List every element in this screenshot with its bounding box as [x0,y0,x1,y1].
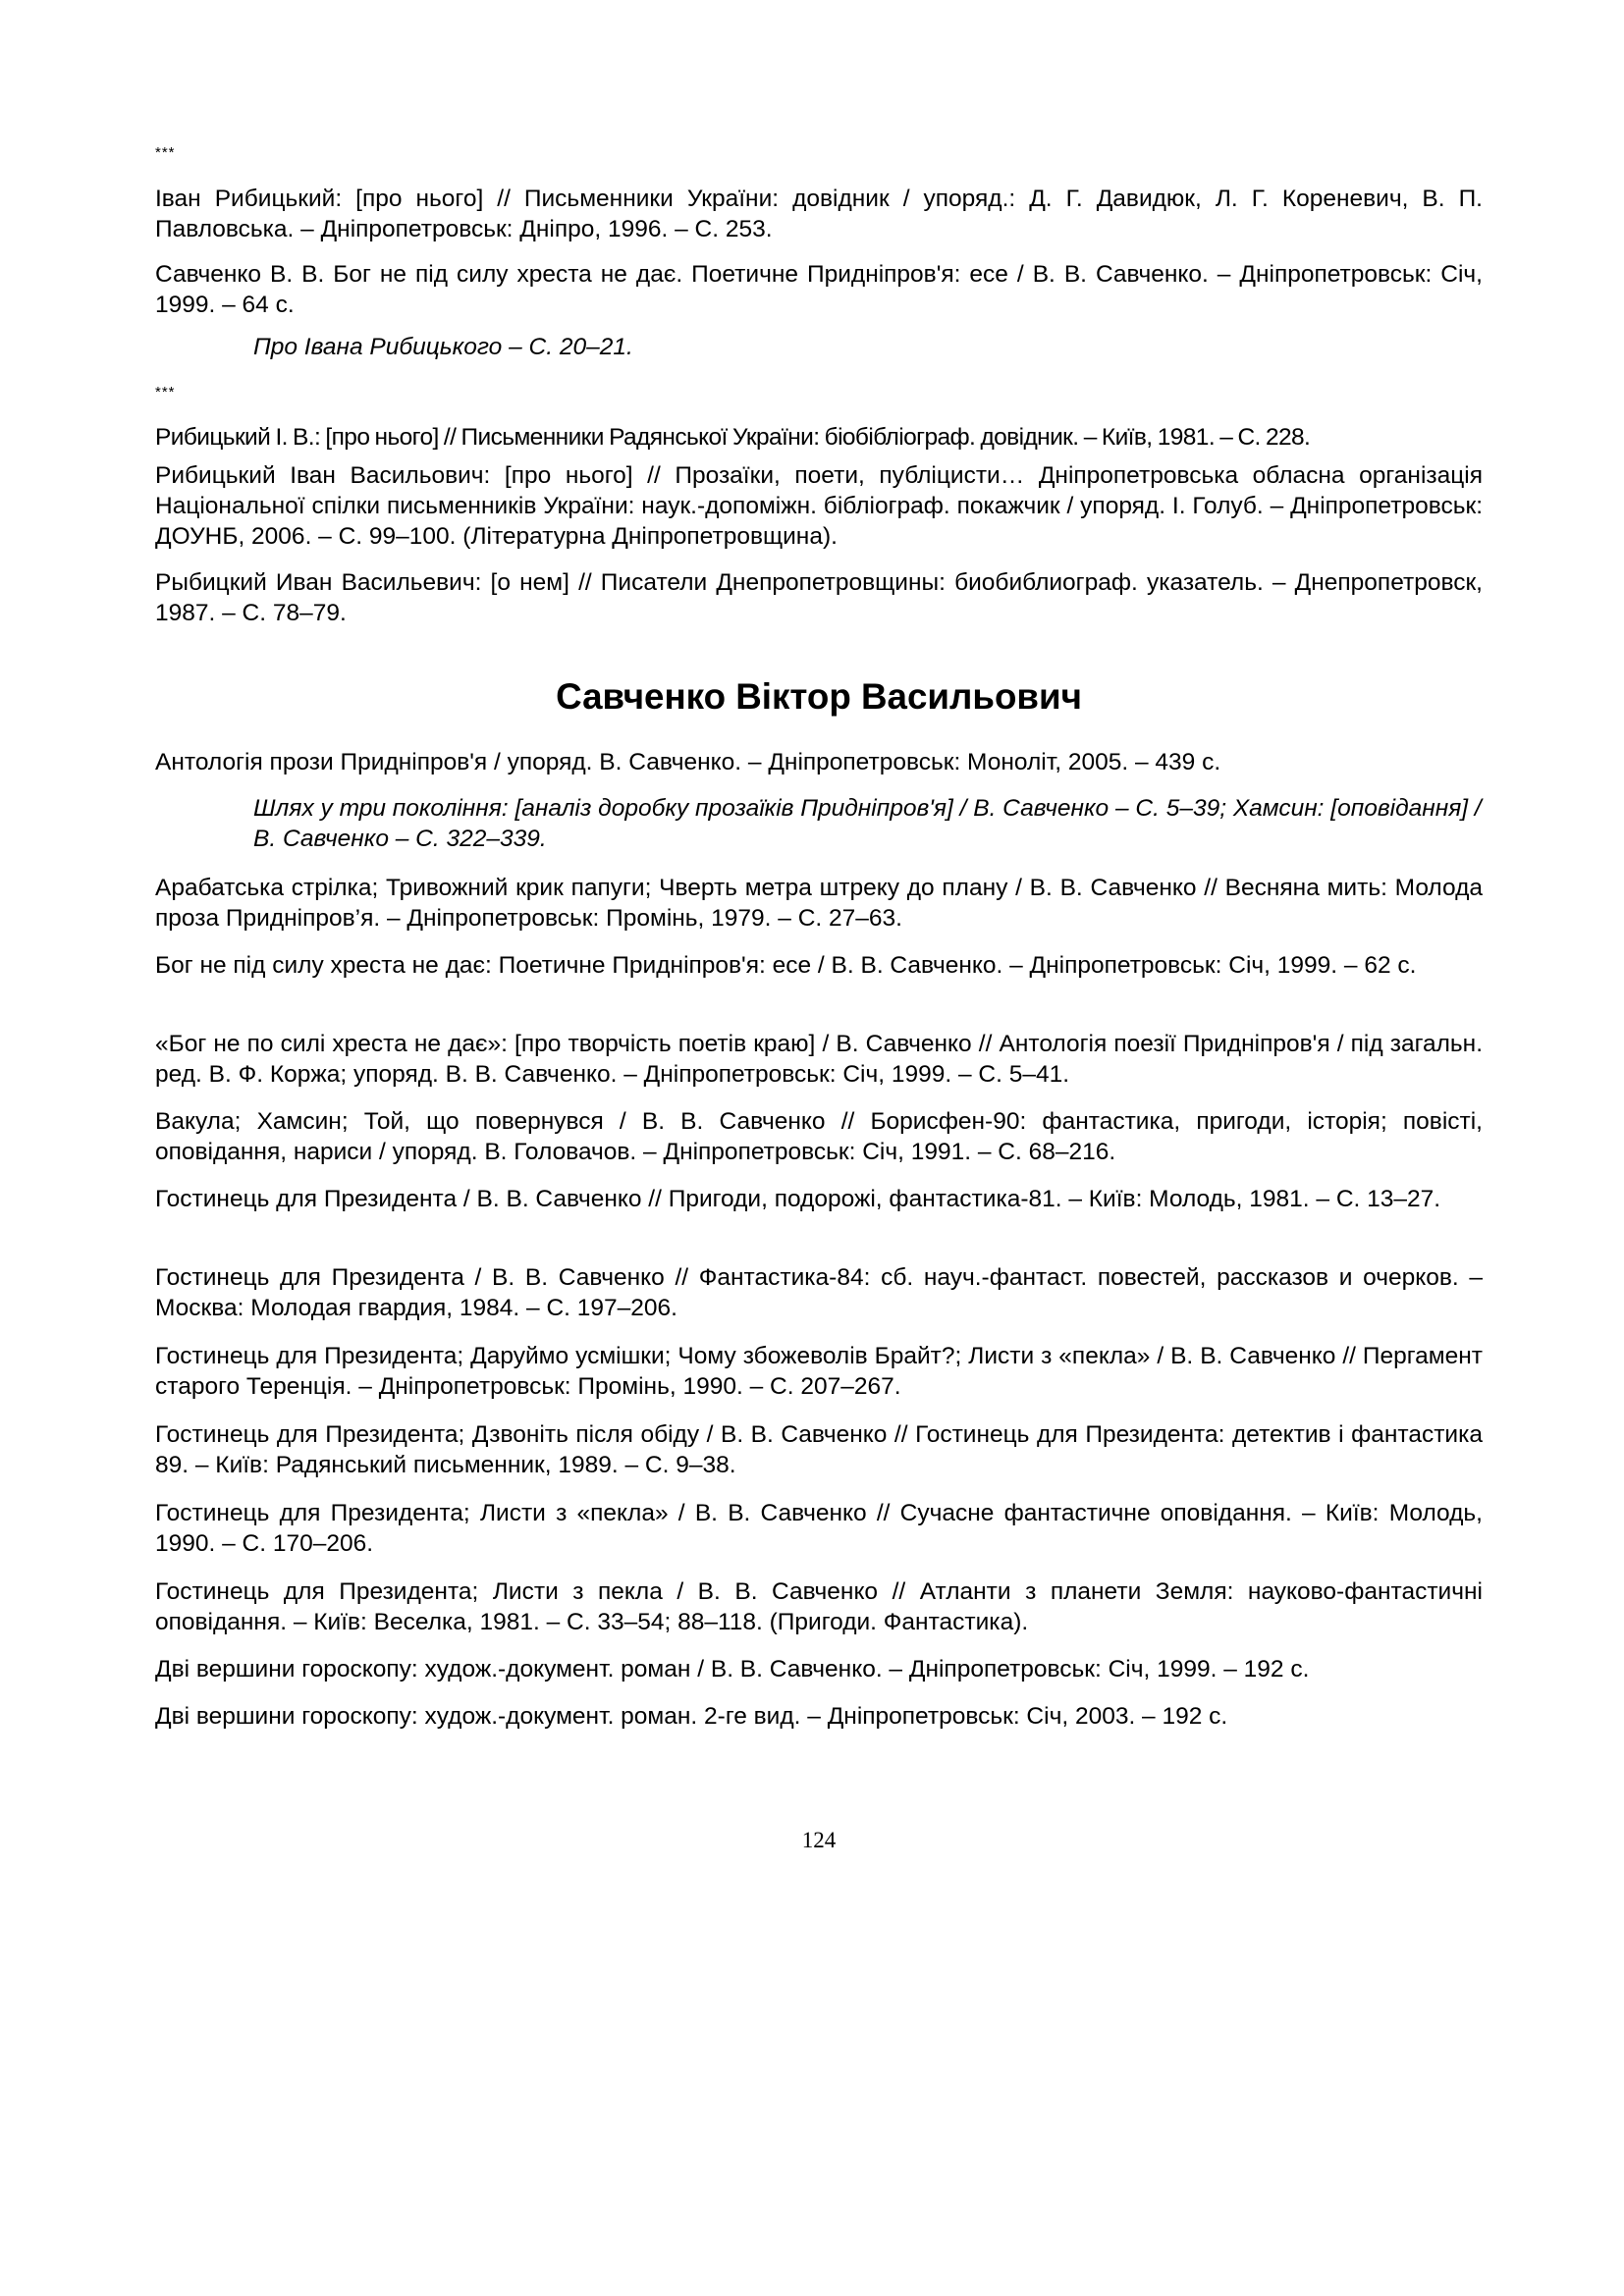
bibliography-entry: Арабатська стрілка; Тривожний крик папуги; Чверть метра штреку до плану / В. В. Савченко // Весняна мить: Молода проза Придніпров’я. – Дніпропетровськ: Промінь, 1979. – С. 27–63. [155,875,1483,932]
bibliography-entry: Вакула; Хамсин; Той, що повернувся / В. В. Савченко // Борисфен-90: фантастика, пригоди, історія; повісті, оповідання, нариси / упоряд. В. Головачов. – Дніпропетровськ: Січ, 1991. – С. 68–216. [155,1108,1483,1165]
author-heading: Савченко Віктор Васильович [556,676,1082,717]
bibliography-entry: Гостинець для Президента; Даруймо усмішки; Чому збожеволів Брайт?; Листи з «пекла» / В. В. Савченко // Пергамент старого Теренція. – Дніпропетровськ: Промінь, 1990. – С. 207–267. [155,1343,1483,1400]
bibliography-entry: Рыбицкий Иван Васильевич: [о нем] // Писатели Днепропетровщины: биобиблиограф. указатель. – Днепропетровск, 1987. – С. 78–79. [155,569,1483,626]
bibliography-entry: Дві вершини гороскопу: худож.-документ. роман. 2-ге вид. – Дніпропетровськ: Січ, 2003. – 192 с. [155,1703,1228,1730]
bibliography-entry: Гостинець для Президента; Листи з «пекла» / В. В. Савченко // Сучасне фантастичне оповідання. – Київ: Молодь, 1990. – С. 170–206. [155,1500,1483,1557]
bibliography-entry: Гостинець для Президента / В. В. Савченко // Пригоди, подорожі, фантастика-81. – Київ: Молодь, 1981. – С. 13–27. [155,1186,1441,1212]
section-separator: *** [155,144,176,161]
bibliography-entry: Гостинець для Президента; Дзвоніть після обіду / В. В. Савченко // Гостинець для Президента: детектив і фантастика 89. – Київ: Радянський письменник, 1989. – С. 9–38. [155,1421,1483,1478]
bibliography-entry: Гостинець для Президента / В. В. Савченко // Фантастика-84: сб. науч.-фантаст. повестей, рассказов и очерков. – Москва: Молодая гвардия, 1984. – С. 197–206. [155,1264,1483,1321]
bibliography-entry: Савченко В. В. Бог не під силу хреста не дає. Поетичне Придніпров'я: есе / В. В. Савченко. – Дніпропетровськ: Січ, 1999. – 64 с. [155,261,1483,318]
bibliography-entry: Іван Рибицький: [про нього] // Письменники України: довідник / упоряд.: Д. Г. Давидюк, Л. Г. Кореневич, В. П. Павловська. – Дніпропетровськ: Дніпро, 1996. – С. 253. [155,186,1483,242]
page-number: 124 [801,1828,837,1852]
bibliography-entry: Дві вершини гороскопу: худож.-документ. роман / В. В. Савченко. – Дніпропетровськ: Січ, 1999. – 192 с. [155,1656,1310,1682]
document-page [155,0,1483,2296]
bibliography-entry: Бог не під силу хреста не дає: Поетичне Придніпров'я: есе / В. В. Савченко. – Дніпропетровськ: Січ, 1999. – 62 с. [155,952,1417,979]
section-separator: *** [155,384,176,400]
bibliography-entry: Рибицький Іван Васильович: [про нього] // Прозаїки, поети, публіцисти… Дніпропетровська обласна організація Національної спілки письменників України: наук.-допоміжн. бібліограф. покажчик / упоряд. І. Голуб. – Дніпропетровськ: ДОУНБ, 2006. – С. 99–100. (Літературна Дніпропетровщина). [155,462,1483,550]
bibliography-entry: «Бог не по силі хреста не дає»: [про творчість поетів краю] / В. Савченко // Антологія поезії Придніпров'я / під загальн. ред. В. Ф. Коржа; упоряд. В. В. Савченко. – Дніпропетровськ: Січ, 1999. – С. 5–41. [155,1031,1483,1088]
bibliography-entry: Рибицький І. В.: [про нього] // Письменники Радянської України: біобібліограф. довідник. – Київ, 1981. – С. 228. [155,424,1311,451]
entry-note: Про Івана Рибицького – С. 20–21. [253,334,633,360]
bibliography-entry: Антологія прози Придніпров'я / упоряд. В. Савченко. – Дніпропетровськ: Моноліт, 2005. – 439 с. [155,749,1221,775]
entry-note: Шлях у три покоління: [аналіз доробку прозаїків Придніпров'я] / В. Савченко – С. 5–39; Хамсин: [оповідання] / В. Савченко – С. 322–339. [253,795,1482,852]
bibliography-entry: Гостинець для Президента; Листи з пекла / В. В. Савченко // Атланти з планети Земля: науково-фантастичні оповідання. – Київ: Веселка, 1981. – С. 33–54; 88–118. (Пригоди. Фантастика). [155,1578,1483,1635]
